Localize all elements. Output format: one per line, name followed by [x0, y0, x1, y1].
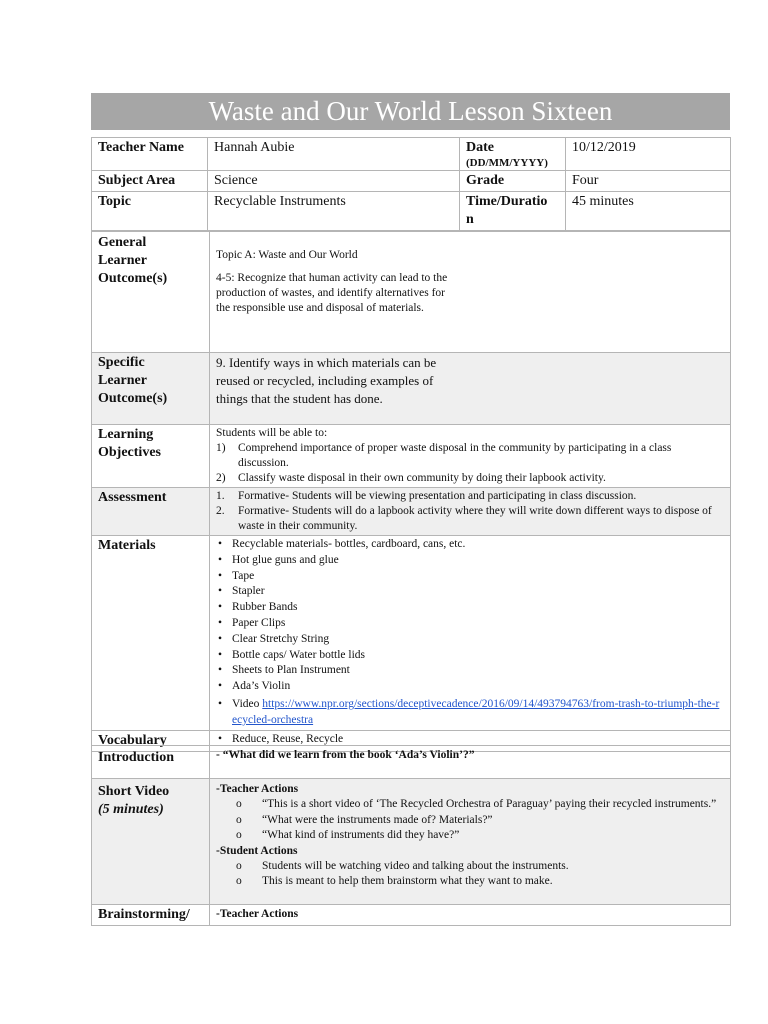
short-video-label: Short Video (5 minutes) — [92, 779, 210, 905]
vocabulary-label: Vocabulary — [92, 730, 210, 751]
list-item: • Stapler — [218, 585, 265, 598]
list-item: o Students will be watching video and talking about the instruments. — [236, 859, 569, 872]
list-item: • Reduce, Reuse, Recycle — [218, 732, 344, 745]
list-item: • Clear Stretchy String — [218, 632, 330, 645]
list-item: • Hot glue guns and glue — [218, 553, 339, 566]
general-outcomes-topic: Topic A: Waste and Our World — [216, 249, 358, 261]
procedure-table — [91, 745, 731, 926]
list-item: 1) Comprehend importance of proper waste disposal in the community by participating in a class discussion. — [216, 442, 672, 469]
student-actions-list — [216, 859, 724, 890]
introduction-cell: - “What did we learn from the book ‘Ada’s Violin’?” — [210, 746, 731, 779]
list-item: o “This is a short video of ‘The Recycled Orchestra of Paraguay’ paying their recycled instruments.” — [236, 798, 717, 810]
subject-area-value: Science — [208, 171, 460, 192]
assessment-label: Assessment — [92, 488, 210, 536]
time-duration-value: 45 minutes — [566, 192, 731, 231]
general-outcomes-cell — [210, 232, 731, 353]
materials-label: Materials — [92, 536, 210, 731]
subject-area-label: Subject Area — [92, 171, 208, 192]
list-item: • Recyclable materials- bottles, cardboard, cans, etc. — [218, 538, 466, 550]
learning-objectives-cell — [210, 425, 731, 488]
assessment-list — [216, 489, 724, 534]
list-item: • Rubber Bands — [218, 601, 298, 614]
time-duration-label: Time/Duratio n — [460, 192, 566, 231]
list-item: o “What were the instruments made of? Materials?” — [236, 813, 493, 826]
content-table — [91, 231, 731, 752]
general-outcomes-label: General Learner Outcome(s) — [92, 232, 210, 353]
introduction-label: Introduction — [92, 746, 210, 779]
list-item: 2) Classify waste disposal in their own community by doing their lapbook activity. — [216, 472, 606, 484]
teacher-actions-heading: -Teacher Actions — [216, 783, 299, 795]
list-item: o This is meant to help them brainstorm what they want to make. — [236, 875, 553, 888]
teacher-actions-list — [216, 797, 724, 844]
list-item: • Tape — [218, 569, 255, 582]
list-item: o “What kind of instruments did they have?” — [236, 829, 460, 842]
topic-label: Topic — [92, 192, 208, 231]
document-title: Waste and Our World Lesson Sixteen — [91, 93, 730, 130]
teacher-name-label: Teacher Name — [92, 138, 208, 171]
date-label-cell — [460, 138, 566, 171]
assessment-cell — [210, 488, 731, 536]
date-label: Date — [466, 140, 494, 155]
topic-value: Recyclable Instruments — [208, 192, 460, 231]
introduction-question: “What did we learn from the book ‘Ada’s Violin’?” — [222, 749, 475, 761]
specific-outcomes-label: Specific Learner Outcome(s) — [92, 353, 210, 425]
objectives-intro: Students will be able to: — [216, 427, 328, 439]
objectives-list — [216, 441, 724, 486]
short-video-cell — [210, 779, 731, 905]
brainstorming-label: Brainstorming/ — [92, 905, 210, 926]
student-actions-heading: -Student Actions — [216, 844, 298, 857]
teacher-name-value: Hannah Aubie — [208, 138, 460, 171]
date-value: 10/12/2019 — [566, 138, 731, 171]
materials-cell — [210, 536, 731, 731]
list-item: • Paper Clips — [218, 616, 286, 629]
materials-list — [216, 537, 724, 729]
list-item: • Ada’s Violin — [218, 680, 291, 693]
list-item: • Video https://www.npr.org/sections/deceptivecadence/2016/09/14/493794763/from-trash-to-triumph-the-recycled-orchestra — [218, 697, 720, 726]
list-item: 1. Formative- Students will be viewing presentation and participating in class discussion. — [216, 490, 637, 502]
grade-value: Four — [566, 171, 731, 192]
general-outcomes-text: 4-5: Recognize that human activity can lead to the production of wastes, and identify alternatives for the responsible use and disposal of materials. — [216, 272, 448, 314]
list-item: 2. Formative- Students will do a lapbook activity where they will write down different ways to dispose of waste in their community. — [216, 505, 712, 532]
video-link[interactable]: https://www.npr.org/sections/deceptivecadence/2016/09/14/493794763/from-trash-to-triumph-the-recycled-orchestra — [232, 697, 720, 726]
brainstorming-cell: -Teacher Actions — [210, 905, 731, 926]
specific-outcomes-text: 9. Identify ways in which materials can be reused or recycled, including examples of things that the student has done. — [210, 353, 731, 425]
learning-objectives-label: Learning Objectives — [92, 425, 210, 488]
grade-label: Grade — [460, 171, 566, 192]
header-table — [91, 137, 731, 231]
date-format: (DD/MM/YYYY) — [466, 157, 548, 169]
list-item: • Bottle caps/ Water bottle lids — [218, 648, 366, 661]
list-item: • Sheets to Plan Instrument — [218, 664, 350, 677]
